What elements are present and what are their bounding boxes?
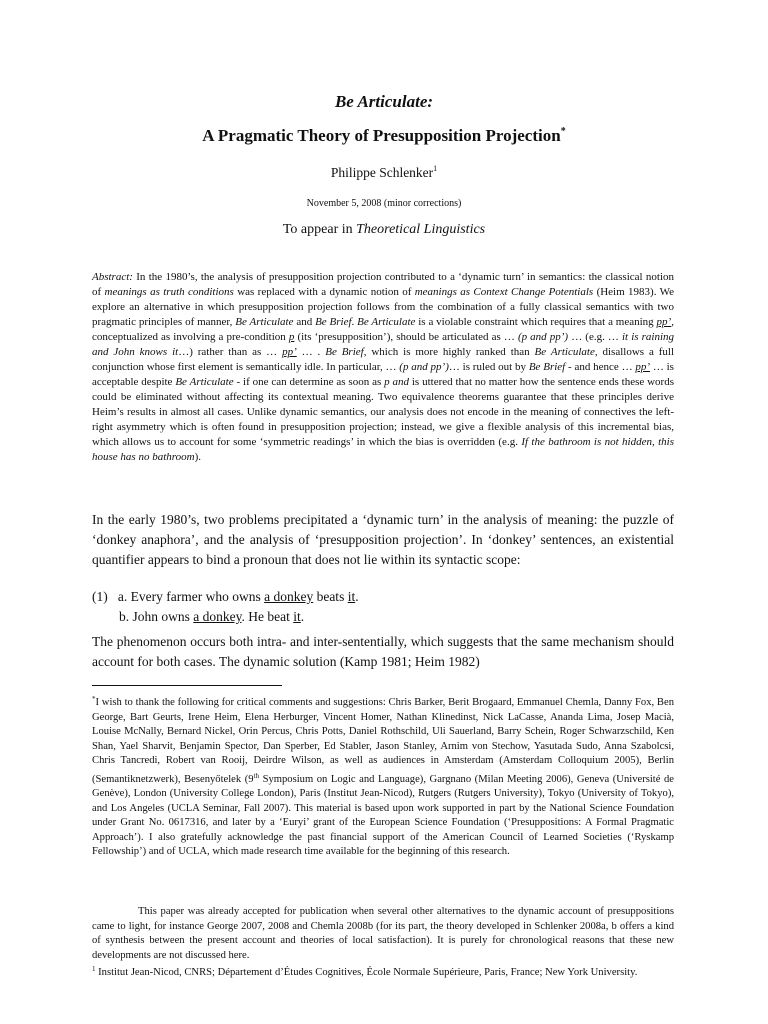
paper-date: November 5, 2008 (minor corrections) [306, 198, 462, 209]
example-underlined: a donkey [264, 589, 314, 604]
abstract-em: pp’ [656, 316, 672, 328]
abstract-em: p and [384, 376, 409, 388]
example-1a [92, 587, 359, 607]
paper-title: Be Articulate: [334, 92, 434, 111]
abstract-text: (its ‘presupposition’), should be articulated as … [294, 331, 518, 343]
abstract-text: … is acceptable despite [92, 361, 674, 388]
footnote-mark-1: 1 [433, 164, 438, 173]
subtitle-text: A Pragmatic Theory of Presupposition Projection [202, 126, 561, 145]
body-paragraph-2: The phenomenon occurs both intra- and inter-sententially, which suggests that the same mechanism should account for both cases. The dynamic solution (Kamp 1981; Heim 1982) [92, 634, 674, 669]
example-underlined: it [293, 609, 301, 624]
example-1b [119, 607, 304, 627]
abstract-em: it is raining and John knows it [92, 331, 675, 358]
example-text: . [355, 589, 359, 604]
abstract-text: - if one can determine as soon as [233, 376, 385, 388]
abstract-em: Be Brief [325, 346, 364, 358]
abstract-label: Abstract: [92, 271, 133, 283]
abstract-text: (Heim 1983). We explore an alternative in which presupposition projection follows from the combination of a fully classical semantics with two pragmatic principles of manner, [92, 286, 675, 328]
footnote-text: Symposium on Logic and Language), Gargnano (Milan Meeting 2006), Geneva (Université de Genève), London (University College London), Paris (Institut Jean-Nicod), Rutgers (Rutgers University), Tokyo (University of Tokyo), and Los Angeles (UCLA Seminar, Fall 2007). This material is based upon work supported in part by the National Science Foundation under Grant No. 0617316, and later by a ‘Euryi’ grant of the European Science Foundation (‘Presuppositions: A Formal Pragmatic Approach’). I also gratefully acknowledge the past financial support of the American Council of Learned Societies (‘Ryskamp Fellowship’) and of UCLA, which made research time available for the beginning of this research. [92, 773, 674, 857]
example-underlined: a donkey [193, 609, 242, 624]
abstract-em: Be Articulate [357, 316, 416, 328]
body-paragraph-1: In the early 1980’s, two problems precipitated a ‘dynamic turn’ in the analysis of meaning: the puzzle of ‘donkey anaphora’, and the analysis of ‘presupposition projection’. In ‘donkey’ sentences, an existential quantifier appears to bind a pronoun that does not lie within its syntactic scope: [92, 512, 674, 567]
abstract-text: … . [296, 346, 326, 358]
abstract-em: (p and pp’) [399, 361, 449, 373]
abstract-text: is uttered that no matter how the sentence ends these words could be eliminated without affecting its contextual meaning. Two equivalence theorems guarantee that these principles derive Heim’s results in almost all cases. Unlike dynamic semantics, our analysis does not encode in the meaning of connectives the left-right asymmetry which is often found in presupposition projection; instead, we give a flexible analysis of this incremental bias, which allows us to account for some ‘symmetric readings’ in which the bias is overridden (e.g. [92, 376, 675, 448]
abstract-em: pp’ [282, 346, 297, 358]
abstract-text: and [293, 316, 316, 328]
footnote-divider [92, 685, 282, 686]
footnote-star [92, 692, 674, 860]
example-text: John owns [132, 609, 194, 624]
example-label: a. [117, 589, 128, 604]
abstract-text: , conceptualized as involving a pre-condition [92, 316, 674, 343]
abstract-em: Be Articulate [175, 376, 234, 388]
example-text: . He beat [241, 609, 294, 624]
footnote-marker: 1 [92, 965, 96, 973]
paper-subtitle [0, 126, 768, 146]
abstract-text: is a violable constraint which requires that a meaning [415, 316, 657, 328]
footnote-superscript: th [253, 771, 260, 780]
abstract-em: meanings as Context Change Potentials [414, 286, 594, 298]
abstract-em: Be Articulate [534, 346, 595, 358]
publication-note [0, 222, 768, 238]
abstract-em: Be Brief [315, 316, 352, 328]
example-number: (1) [92, 589, 108, 604]
abstract-em: Be Articulate [235, 316, 294, 328]
example-text: . [300, 609, 305, 624]
example-text: Every farmer who owns [130, 589, 265, 604]
abstract-text: ). [194, 451, 201, 463]
example-underlined: it [347, 589, 356, 604]
abstract-em: Be Brief [528, 361, 566, 373]
example-label: b. [119, 609, 130, 624]
abstract [92, 270, 674, 465]
footnote-text: Institut Jean-Nicod, CNRS; Département d’Études Cognitives, École Normale Supérieure, Paris, France; New York University. [95, 967, 638, 978]
author-text: Philippe Schlenker [330, 165, 434, 180]
abstract-text: was replaced with a dynamic notion of [233, 286, 415, 298]
footnote-mark-star: * [560, 126, 566, 137]
publication-prefix: To appear in [282, 222, 357, 237]
abstract-em: pp’ [635, 361, 651, 373]
example-text: beats [313, 589, 348, 604]
abstract-text: , which is more highly ranked than [363, 346, 535, 358]
abstract-text: … is ruled out by [448, 361, 529, 373]
footnote-marker: * [92, 695, 96, 703]
footnote-text: I wish to thank the following for critical comments and suggestions: Chris Barker, Berit Brogaard, Emmanuel Chemla, Danny Fox, Ben George, Bart Geurts, Irene Heim, Elena Herburger, Vincent Homer, Nathan Klinedinst, Nick LaCasse, Ananda Lima, Josep Macià, Louise McNally, Bernard Nickel, Orin Percus, Chris Potts, Daniel Rothschild, Uli Sauerland, Barry Schein, Roger Schwarzschild, Ken Shan, Yael Sharvit, Benjamin Spector, Dan Sperber, Ed Stabler, Jason Stanley, Arnim von Stechow, Yasutada Sudo, Anna Szabolcsi, Chris Tancredi, Robert van Rooij, Deirdre Wilson, as well as audiences in Amsterdam (Amsterdam Colloquium 2005), Berlin (Semantiknetzwerk), Besenyőtelek (9 [92, 697, 674, 785]
abstract-text: In the 1980’s, the analysis of presupposition projection contributed to a ‘dynamic turn’ in semantics: the classical notion of [92, 271, 675, 298]
abstract-text: - and hence … [565, 361, 636, 373]
abstract-em: meanings as truth conditions [104, 286, 234, 298]
abstract-em: If the bathroom is not hidden, this house has no bathroom [92, 436, 674, 463]
abstract-em: p [288, 331, 295, 343]
abstract-text: . [351, 316, 355, 328]
journal-name: Theoretical Linguistics [356, 222, 486, 237]
abstract-text: , disallows a full conjunction whose first element is semantically idle. In particular, … [92, 346, 674, 373]
abstract-text: …) rather than as … [178, 346, 283, 358]
author-name [0, 164, 768, 181]
footnote-1 [92, 962, 674, 981]
footnote-star-paragraph-2: This paper was already accepted for publication when several other alternatives to the dynamic account of presuppositions came to light, for instance George 2007, 2008 and Chemla 2008b (for its part, the theory developed in Schlenker 2008a, b offers a kind of synthesis between the present account and theories of local satisfaction). It is purely for chronological reasons that these new developments are not discussed here. [92, 906, 674, 961]
abstract-text: … (e.g. … [568, 331, 622, 343]
abstract-em: (p and pp’) [517, 331, 569, 343]
